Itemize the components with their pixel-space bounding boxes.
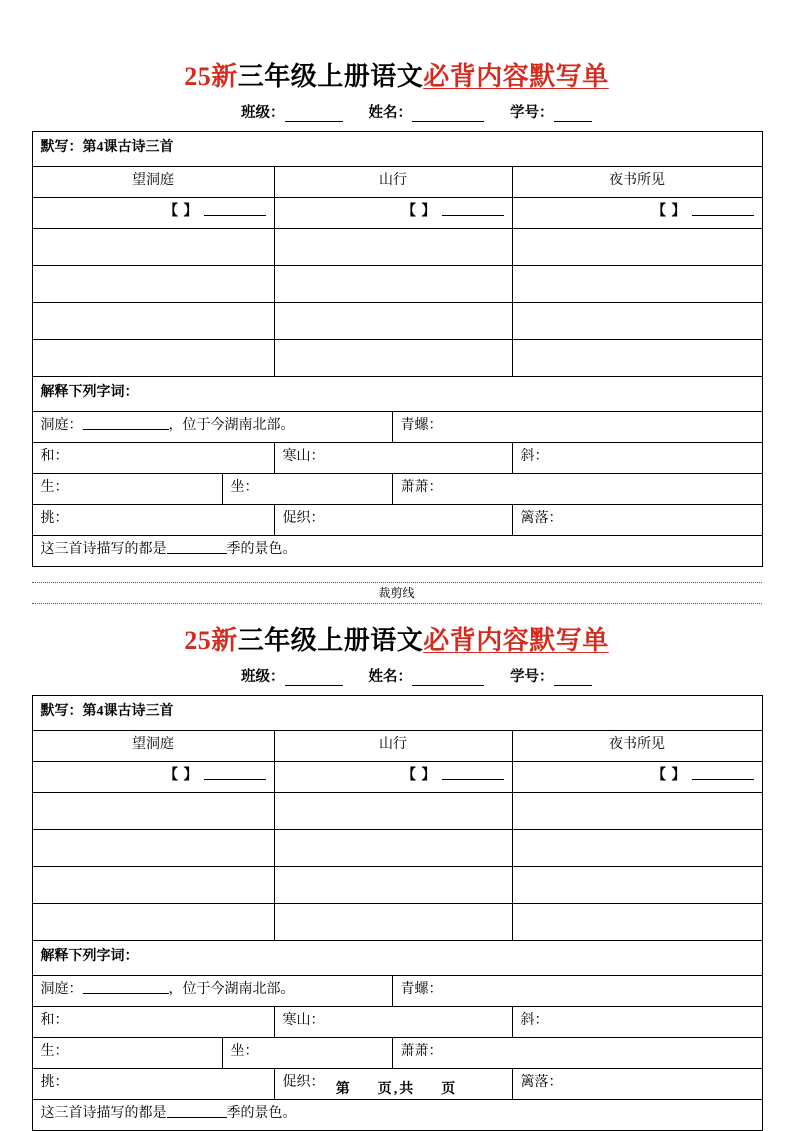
table-row (32, 228, 762, 265)
vocab-term: 萧萧： (400, 480, 443, 496)
vocab-term: 篱落： (520, 1075, 563, 1091)
poem-title-1: 望洞庭 (32, 730, 274, 761)
author-cell-2[interactable] (274, 761, 512, 792)
writing-cell[interactable] (274, 265, 512, 302)
writing-cell[interactable] (512, 792, 762, 829)
bracket-marker: 【 】 (402, 204, 437, 220)
vocab-term: 斜： (520, 1013, 549, 1029)
vocab-term: 促织： (282, 1075, 325, 1091)
author-cell-3[interactable] (512, 197, 762, 228)
summary-prefix: 这三首诗描写的都是 (40, 542, 167, 558)
student-id-blank[interactable] (554, 672, 592, 686)
author-cell-2[interactable] (274, 197, 512, 228)
vocab-term: 洞庭： (40, 982, 83, 998)
vocabulary-section-heading: 解释下列字词： (32, 376, 762, 411)
student-id-blank[interactable] (554, 108, 592, 122)
author-blank[interactable] (692, 767, 754, 780)
summary-question[interactable] (32, 535, 762, 566)
writing-cell[interactable] (274, 302, 512, 339)
cut-line-label-wrap (32, 584, 762, 601)
author-blank[interactable] (442, 203, 504, 216)
poem-title-3: 夜书所见 (512, 730, 762, 761)
author-blank[interactable] (692, 203, 754, 216)
author-blank[interactable] (204, 767, 266, 780)
vocab-cell-liluo[interactable] (512, 504, 762, 535)
author-cell-1[interactable] (32, 761, 274, 792)
table-row (32, 473, 762, 504)
title-part-black: 三年级上册语文 (237, 625, 424, 655)
writing-cell[interactable] (512, 228, 762, 265)
writing-cell[interactable] (32, 302, 274, 339)
footer-middle: 页,共 (377, 1082, 416, 1097)
vocabulary-section-heading: 解释下列字词： (32, 940, 762, 975)
table-row (32, 792, 762, 829)
writing-cell[interactable] (32, 903, 274, 940)
vocab-term: 洞庭： (40, 418, 83, 434)
vocab-term: 生： (40, 1044, 69, 1060)
table-row (32, 940, 762, 975)
vocab-cell-cuzhi[interactable] (274, 504, 512, 535)
table-row (32, 695, 762, 730)
class-label: 班级： (241, 668, 285, 685)
vocab-term: 寒山： (282, 449, 325, 465)
vocab-term: 篱落： (520, 511, 563, 527)
writing-cell[interactable] (274, 792, 512, 829)
student-id-label: 学号： (510, 668, 554, 685)
table-row (32, 903, 762, 940)
table-row (32, 302, 762, 339)
cut-line-label: 裁剪线 (368, 586, 424, 600)
writing-cell[interactable] (274, 866, 512, 903)
vocab-term: 促织： (282, 511, 325, 527)
vocab-term: 斜： (520, 449, 549, 465)
summary-suffix: 季的景色。 (226, 1106, 297, 1122)
vocab-cell-sheng[interactable] (32, 1037, 222, 1068)
vocab-term: 和： (40, 449, 69, 465)
name-label: 姓名： (368, 668, 412, 685)
table-row (32, 265, 762, 302)
name-field[interactable] (369, 665, 485, 686)
vocab-cell-zuo[interactable] (222, 473, 392, 504)
writing-cell[interactable] (32, 228, 274, 265)
name-blank[interactable] (412, 108, 484, 122)
author-cell-3[interactable] (512, 761, 762, 792)
title-part-red-underlined: 必背内容默写单 (423, 62, 609, 91)
student-info-line (32, 665, 762, 686)
page-title (32, 626, 762, 656)
writing-cell[interactable] (512, 903, 762, 940)
vocab-cell-qingluo[interactable] (392, 411, 762, 442)
table-row (32, 761, 762, 792)
vocab-cell-zuo[interactable] (222, 1037, 392, 1068)
vocab-cell-xie[interactable] (512, 442, 762, 473)
dictation-table (32, 695, 763, 1131)
writing-cell[interactable] (512, 265, 762, 302)
vocab-cell-sheng[interactable] (32, 473, 222, 504)
vocab-term: 寒山： (282, 1013, 325, 1029)
summary-suffix: 季的景色。 (226, 542, 297, 558)
table-row (32, 166, 762, 197)
student-id-field[interactable] (510, 665, 592, 686)
table-row (32, 131, 762, 166)
top-spacer (32, 604, 762, 626)
vocab-cell-tiao[interactable] (32, 504, 274, 535)
cut-line-label-row (32, 583, 762, 603)
vocab-cell-xiaoxiao[interactable] (392, 473, 762, 504)
table-row (32, 411, 762, 442)
bracket-marker: 【 】 (402, 768, 437, 784)
writing-cell[interactable] (512, 339, 762, 376)
bracket-marker: 【 】 (164, 768, 199, 784)
class-blank[interactable] (285, 108, 343, 122)
writing-cell[interactable] (512, 829, 762, 866)
poem-title-1: 望洞庭 (32, 166, 274, 197)
class-field[interactable] (241, 101, 343, 122)
table-row (32, 866, 762, 903)
table-row (32, 1099, 762, 1130)
title-part-red-prefix: 25新 (184, 62, 238, 91)
dictation-section-heading: 默写：第4课古诗三首 (32, 131, 762, 166)
poem-title-2: 山行 (274, 166, 512, 197)
vocab-cell-hanshan[interactable] (274, 442, 512, 473)
vocab-term: 和： (40, 1013, 69, 1029)
poem-title-2: 山行 (274, 730, 512, 761)
writing-cell[interactable] (512, 302, 762, 339)
writing-cell[interactable] (32, 792, 274, 829)
summary-question[interactable] (32, 1099, 762, 1130)
writing-cell[interactable] (274, 903, 512, 940)
name-field[interactable] (369, 101, 485, 122)
vocab-cell-qingluo[interactable] (392, 975, 762, 1006)
writing-cell[interactable] (32, 265, 274, 302)
summary-blank[interactable] (167, 541, 227, 554)
class-field[interactable] (241, 665, 343, 686)
vocab-suffix: ，位于今湖南北部。 (168, 982, 295, 998)
footer-prefix: 第 (335, 1082, 352, 1097)
dictation-section-heading: 默写：第4课古诗三首 (32, 695, 762, 730)
writing-cell[interactable] (32, 829, 274, 866)
footer-suffix: 页 (441, 1082, 458, 1097)
table-row (32, 376, 762, 411)
summary-prefix: 这三首诗描写的都是 (40, 1106, 167, 1122)
summary-blank[interactable] (167, 1105, 227, 1118)
table-row (32, 197, 762, 228)
table-row (32, 504, 762, 535)
vocab-term: 青螺： (400, 418, 443, 434)
writing-cell[interactable] (32, 339, 274, 376)
author-blank[interactable] (204, 203, 266, 216)
vocab-term: 萧萧： (400, 1044, 443, 1060)
table-row (32, 339, 762, 376)
table-row (32, 535, 762, 566)
author-blank[interactable] (442, 767, 504, 780)
class-blank[interactable] (285, 672, 343, 686)
bracket-marker: 【 】 (652, 768, 687, 784)
vocab-blank[interactable] (83, 981, 169, 994)
writing-cell[interactable] (32, 866, 274, 903)
vocab-cell-xie[interactable] (512, 1006, 762, 1037)
bracket-marker: 【 】 (652, 204, 687, 220)
vocab-term: 挑： (40, 511, 69, 527)
dictation-table (32, 131, 763, 567)
vocab-cell-xiaoxiao[interactable] (392, 1037, 762, 1068)
student-id-label: 学号： (510, 104, 554, 121)
page-title (32, 62, 762, 92)
worksheet-copy-1 (32, 0, 762, 567)
table-row (32, 1037, 762, 1068)
vocab-cell-he[interactable] (32, 442, 274, 473)
vocab-suffix: ，位于今湖南北部。 (168, 418, 295, 434)
table-row (32, 730, 762, 761)
table-row (32, 975, 762, 1006)
vocab-term: 青螺： (400, 982, 443, 998)
writing-cell[interactable] (274, 228, 512, 265)
vocab-term: 生： (40, 480, 69, 496)
vocab-cell-dongting[interactable] (32, 975, 392, 1006)
table-row (32, 1006, 762, 1037)
class-label: 班级： (241, 104, 285, 121)
page-footer (0, 1078, 793, 1098)
table-row (32, 829, 762, 866)
writing-cell[interactable] (512, 866, 762, 903)
vocab-term: 坐： (230, 480, 259, 496)
table-row (32, 442, 762, 473)
vocab-blank[interactable] (83, 417, 169, 430)
student-info-line (32, 101, 762, 122)
author-cell-1[interactable] (32, 197, 274, 228)
cut-line (32, 567, 762, 604)
name-label: 姓名： (368, 104, 412, 121)
worksheet-copy-2 (32, 604, 762, 1131)
top-spacer (32, 0, 762, 62)
writing-cell[interactable] (274, 339, 512, 376)
vocab-term: 挑： (40, 1075, 69, 1091)
vocab-cell-he[interactable] (32, 1006, 274, 1037)
bracket-marker: 【 】 (164, 204, 199, 220)
vocab-cell-hanshan[interactable] (274, 1006, 512, 1037)
writing-cell[interactable] (274, 829, 512, 866)
vocab-cell-dongting[interactable] (32, 411, 392, 442)
poem-title-3: 夜书所见 (512, 166, 762, 197)
name-blank[interactable] (412, 672, 484, 686)
student-id-field[interactable] (510, 101, 592, 122)
title-part-black: 三年级上册语文 (237, 62, 424, 91)
title-part-red-underlined: 必背内容默写单 (423, 625, 609, 655)
vocab-term: 坐： (230, 1044, 259, 1060)
title-part-red-prefix: 25新 (184, 625, 238, 655)
